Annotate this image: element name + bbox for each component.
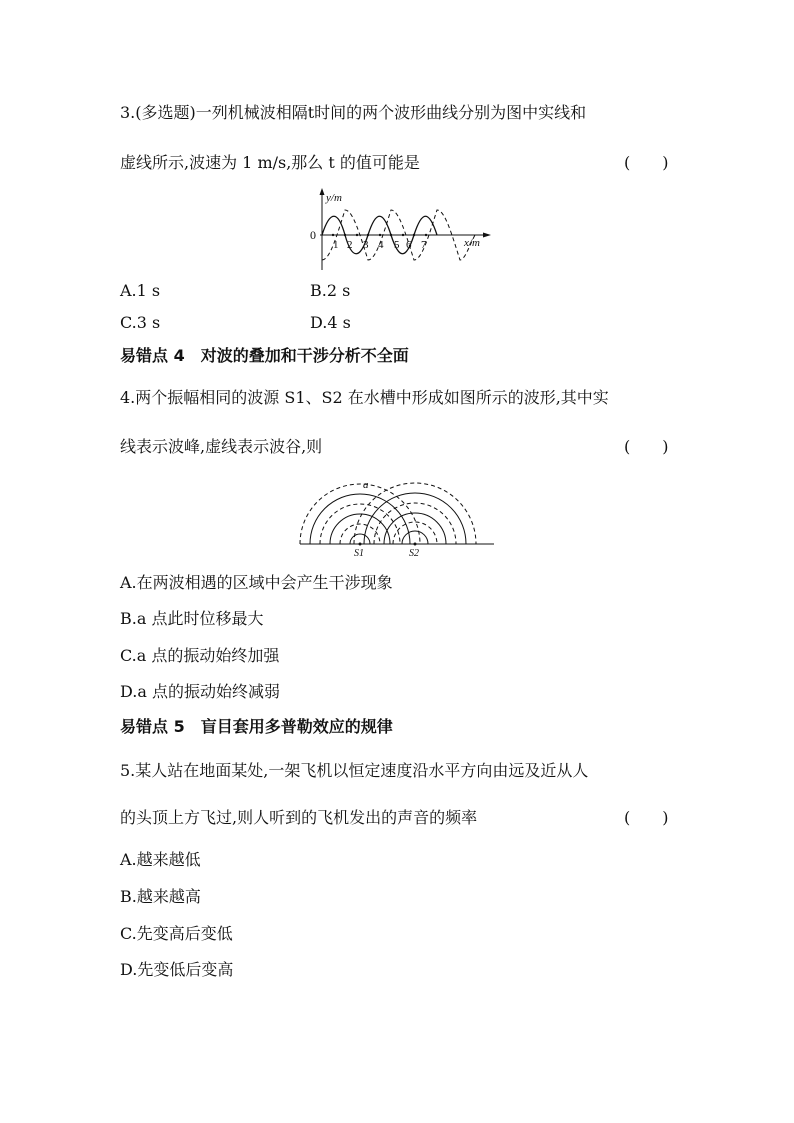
- q5-stem-line2: 的头顶上方飞过,则人听到的飞机发出的声音的频率: [120, 808, 478, 827]
- q3-option-b: B.2 s: [310, 281, 351, 300]
- tick-label: 2: [347, 239, 353, 251]
- section-heading-err5: 易错点 5 盲目套用多普勒效应的规律: [120, 717, 393, 736]
- q4-option-a: A.在两波相遇的区域中会产生干涉现象: [120, 573, 393, 592]
- q4-option-b: B.a 点此时位移最大: [120, 609, 264, 628]
- source-s1-label: S1: [354, 548, 364, 559]
- q5-option-a: A.越来越低: [120, 850, 201, 869]
- origin-label: 0: [310, 228, 316, 242]
- q3-option-c: C.3 s: [120, 313, 161, 332]
- x-axis-label: x/m: [464, 237, 480, 249]
- y-axis-label: y/m: [326, 192, 342, 204]
- q3-option-d: D.4 s: [310, 313, 351, 332]
- q4-stem-line1: 4.两个振幅相同的波源 S1、S2 在水槽中形成如图所示的波形,其中实: [120, 388, 609, 407]
- point-a-label: a: [363, 479, 369, 491]
- q5-option-c: C.先变高后变低: [120, 924, 233, 943]
- q4-stem-line2: 线表示波峰,虚线表示波谷,则: [120, 437, 323, 456]
- q5-option-b: B.越来越高: [120, 887, 201, 906]
- tick-label: 1: [333, 239, 339, 251]
- q4-answer-bracket: ( ): [624, 437, 669, 456]
- q5-option-d: D.先变低后变高: [120, 960, 234, 979]
- q3-option-a: A.1 s: [120, 281, 161, 300]
- section-heading-err4: 易错点 4 对波的叠加和干涉分析不全面: [120, 346, 409, 365]
- tick-label: 6: [406, 239, 412, 251]
- q3-stem-line2: 虚线所示,波速为 1 m/s,那么 t 的值可能是: [120, 153, 420, 172]
- q5-answer-bracket: ( ): [624, 808, 669, 827]
- q4-option-c: C.a 点的振动始终加强: [120, 646, 280, 665]
- q3-answer-bracket: ( ): [624, 153, 669, 172]
- q3-stem-line1: 3.(多选题)一列机械波相隔t时间的两个波形曲线分别为图中实线和: [120, 103, 587, 122]
- tick-label: 7: [421, 239, 427, 251]
- q4-interference-figure: [298, 476, 496, 560]
- q5-stem-line1: 5.某人站在地面某处,一架飞机以恒定速度沿水平方向由远及近从人: [120, 761, 589, 780]
- tick-label: 4: [378, 239, 384, 251]
- q4-option-d: D.a 点的振动始终减弱: [120, 682, 280, 701]
- tick-label: 3: [363, 239, 369, 251]
- source-s2-label: S2: [409, 548, 419, 559]
- tick-label: 5: [394, 239, 400, 251]
- q3-wave-figure: [300, 186, 495, 272]
